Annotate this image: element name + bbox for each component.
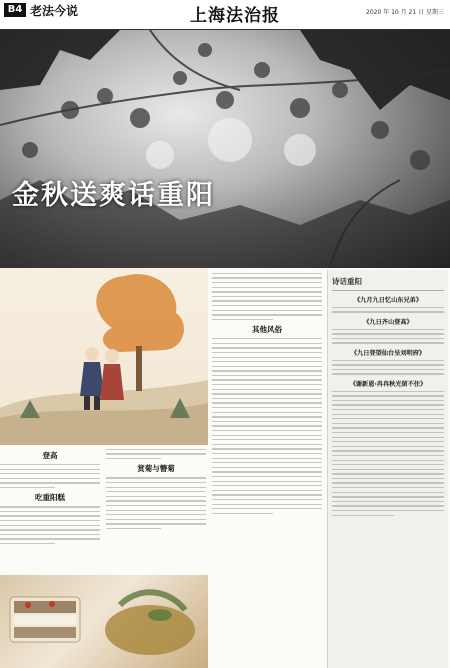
masthead — [0, 0, 450, 30]
poems-sidebar — [327, 270, 448, 668]
column-name: 老法今说 — [30, 4, 79, 18]
section-title-chongyang-cake: 吃重阳糕 — [35, 493, 65, 503]
section-title-chrysanthemum: 赏菊与簪菊 — [137, 464, 175, 474]
poem-title: 《谢新恩·冉冉秋光留不住》 — [349, 380, 427, 388]
article-column-3 — [212, 270, 322, 517]
page-number: B4 — [4, 3, 26, 17]
issue-date: 2020 年 10 月 21 日 星期三 — [366, 9, 444, 16]
elderly-couple-illustration — [0, 268, 208, 445]
chongyang-cake-photo — [0, 575, 208, 668]
article-column-2 — [106, 446, 206, 533]
article-column-1 — [0, 446, 100, 548]
hero-photo — [0, 30, 450, 268]
poem-title: 《九日齐山登高》 — [363, 318, 413, 326]
section-title-deng-gao: 登高 — [42, 451, 58, 460]
sidebar-title: 诗话重阳 — [332, 272, 444, 291]
poem-title: 《九日登望仙台呈刘明府》 — [350, 349, 426, 357]
maple-leaves-image — [0, 30, 450, 268]
poem-title: 《九月九日忆山东兄弟》 — [353, 297, 423, 304]
headline: 金秋送爽话重阳 — [12, 180, 215, 211]
section-title-other-customs: 其他风俗 — [252, 325, 282, 335]
newspaper-brand: 上海法治报 — [190, 6, 280, 26]
